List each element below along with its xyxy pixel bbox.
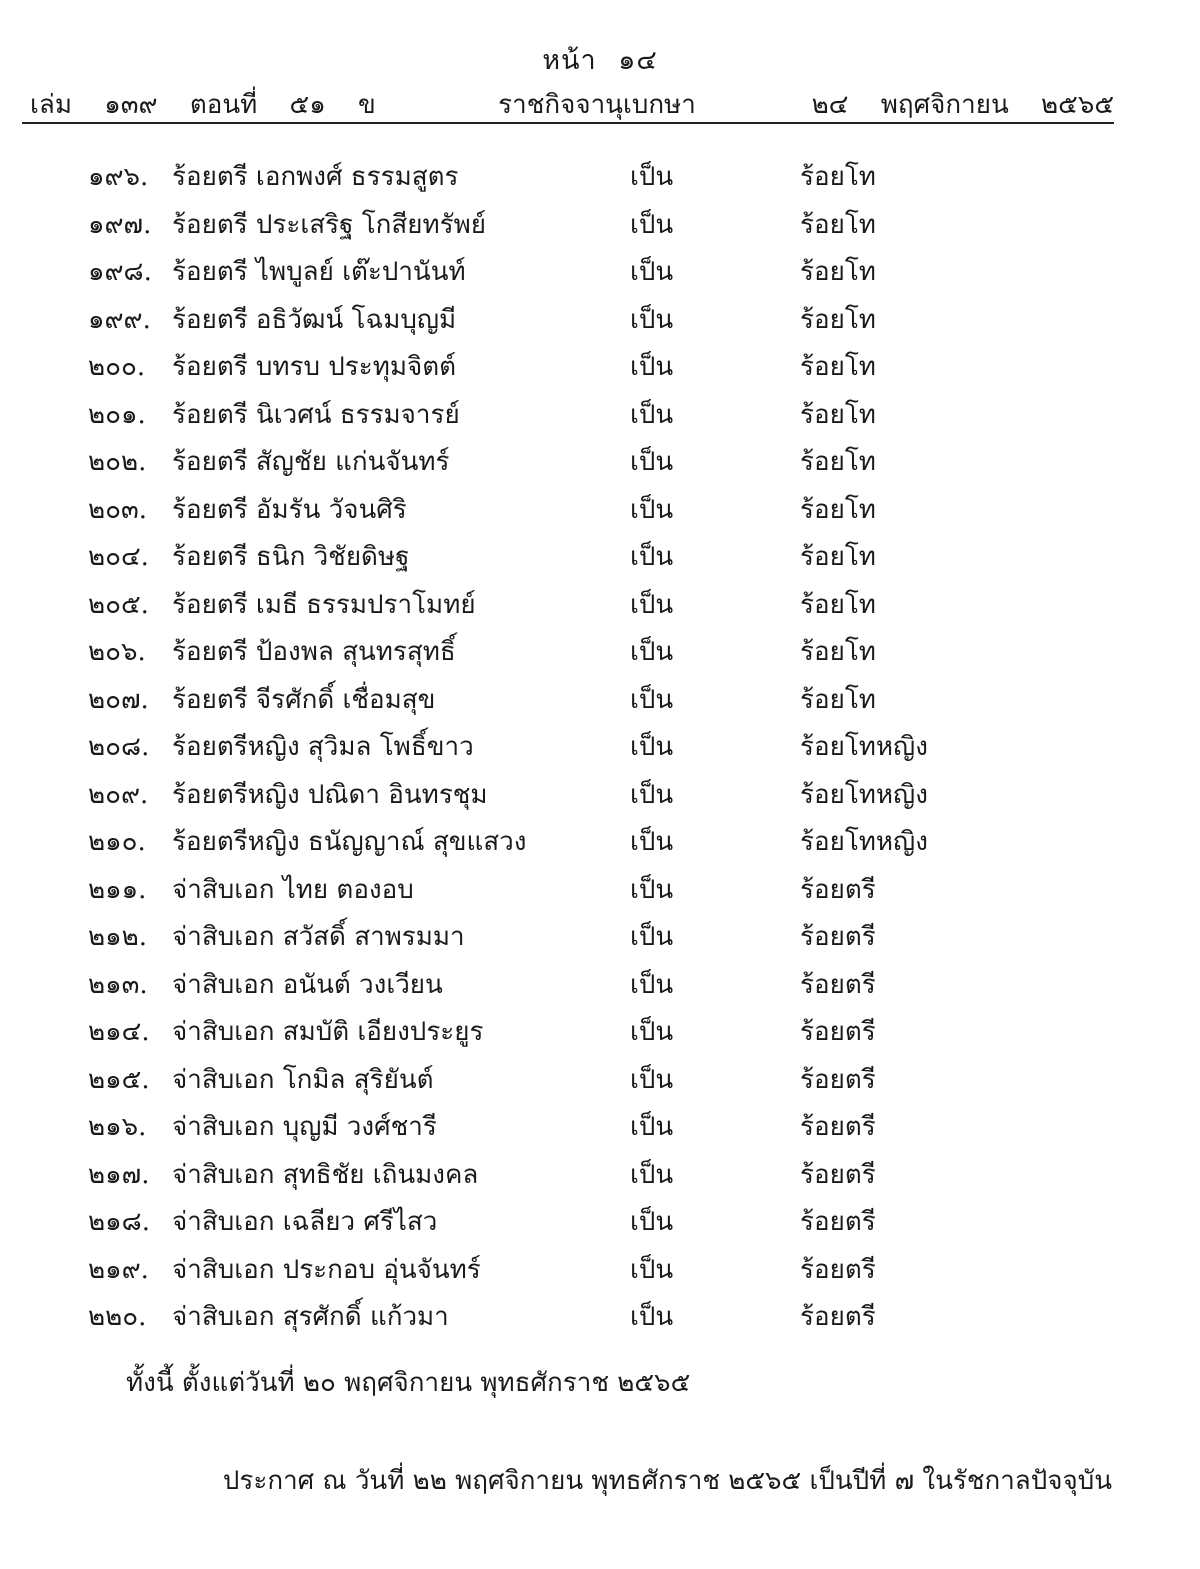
entry-new-rank: ร้อยตรี: [800, 1207, 876, 1237]
entry-verb: เป็น: [630, 1254, 674, 1285]
entry-new-rank: ร้อยโท: [800, 494, 876, 525]
entry-number: ๒๑๑.: [88, 874, 147, 905]
entry-verb: เป็น: [630, 1159, 674, 1190]
entry-number: ๑๙๖.: [88, 162, 149, 192]
list-item: [0, 1106, 1200, 1154]
entry-new-rank: ร้อยโท: [800, 352, 876, 382]
list-item: [0, 679, 1200, 727]
page-label: หน้า: [542, 45, 597, 76]
entry-verb: เป็น: [630, 1112, 674, 1142]
date-month: พฤศจิกายน: [880, 90, 1009, 120]
section-label: ตอนที่: [189, 90, 258, 120]
entry-verb: เป็น: [630, 969, 674, 1000]
publication-date: [788, 84, 1114, 125]
entry-name: จ่าสิบเอก ประกอบ อุ่นจันทร์: [172, 1254, 481, 1285]
entry-name: ร้อยตรี บทรบ ประทุมจิตต์: [172, 352, 457, 382]
entry-new-rank: ร้อยตรี: [800, 1017, 876, 1047]
entry-name: ร้อยตรี อัมรัน วัจนศิริ: [172, 494, 407, 525]
entry-verb: เป็น: [630, 637, 674, 667]
list-item: [0, 489, 1200, 537]
entry-new-rank: ร้อยตรี: [800, 1064, 876, 1095]
entry-verb: เป็น: [630, 304, 674, 335]
entry-new-rank: ร้อยตรี: [800, 1302, 876, 1332]
entry-number: ๒๑๐.: [88, 827, 146, 857]
entry-name: ร้อยตรี เอกพงศ์ ธรรมสูตร: [172, 162, 459, 192]
entry-new-rank: ร้อยโท: [800, 447, 876, 477]
entry-number: ๒๐๑.: [88, 399, 146, 430]
entry-verb: เป็น: [630, 1302, 674, 1332]
entry-name: จ่าสิบเอก โกมิล สุริยันต์: [172, 1064, 434, 1095]
entry-name: ร้อยตรี เมธี ธรรมปราโมทย์: [172, 589, 476, 620]
volume-number: ๑๓๙: [104, 90, 158, 120]
list-item: [0, 1154, 1200, 1202]
entry-verb: เป็น: [630, 542, 674, 572]
list-item: [0, 821, 1200, 869]
entry-verb: เป็น: [630, 1017, 674, 1047]
list-item: [0, 1249, 1200, 1297]
entry-name: ร้อยตรี สัญชัย แก่นจันทร์: [172, 447, 450, 477]
effective-date: ทั้งนี้ ตั้งแต่วันที่ ๒๐ พฤศจิกายน พุทธศักราช ๒๕๖๕: [126, 1368, 691, 1398]
entry-number: ๒๐๕.: [88, 589, 149, 620]
list-item: [0, 1296, 1200, 1344]
entry-verb: เป็น: [630, 162, 674, 192]
entry-verb: เป็น: [630, 209, 674, 240]
entry-name: ร้อยตรีหญิง ปณิดา อินทรชุม: [172, 779, 488, 810]
entry-new-rank: ร้อยตรี: [800, 1254, 876, 1285]
entry-name: ร้อยตรี จีรศักดิ์ เชื่อมสุข: [172, 684, 436, 715]
entry-new-rank: ร้อยตรี: [800, 969, 876, 1000]
entry-verb: เป็น: [630, 922, 674, 952]
entry-verb: เป็น: [630, 257, 674, 287]
entry-verb: เป็น: [630, 399, 674, 430]
list-item: [0, 394, 1200, 442]
list-item: [0, 251, 1200, 299]
list-item: [0, 726, 1200, 774]
list-item: [0, 1011, 1200, 1059]
entry-new-rank: ร้อยตรี: [800, 1159, 876, 1190]
publication-title: ราชกิจจานุเบกษา: [498, 90, 696, 120]
entry-verb: เป็น: [630, 874, 674, 905]
entry-new-rank: ร้อยโท: [800, 257, 876, 287]
list-item: [0, 299, 1200, 347]
section-type: ข: [357, 90, 376, 120]
entry-number: ๒๐๐.: [88, 352, 146, 382]
entry-number: ๒๐๘.: [88, 732, 150, 762]
entry-name: จ่าสิบเอก สุทธิชัย เถินมงคล: [172, 1159, 479, 1190]
entry-name: จ่าสิบเอก เฉลียว ศรีไสว: [172, 1207, 438, 1237]
gazette-header: [22, 84, 1114, 118]
date-year: ๒๕๖๕: [1041, 90, 1114, 120]
list-item: [0, 441, 1200, 489]
entry-new-rank: ร้อยโท: [800, 162, 876, 192]
entry-name: จ่าสิบเอก บุญมี วงศ์ชารี: [172, 1112, 437, 1142]
entry-number: ๒๑๙.: [88, 1254, 149, 1285]
entry-number: ๒๑๓.: [88, 969, 148, 1000]
entry-verb: เป็น: [630, 684, 674, 715]
entry-number: ๒๑๕.: [88, 1064, 150, 1095]
list-item: [0, 964, 1200, 1012]
section-number: ๕๑: [289, 90, 326, 120]
page-number-value: ๑๔: [618, 45, 658, 76]
entry-new-rank: ร้อยโทหญิง: [800, 779, 928, 810]
entry-new-rank: ร้อยโท: [800, 209, 876, 240]
header-divider: [22, 122, 1114, 124]
entry-verb: เป็น: [630, 732, 674, 762]
promotion-list: [0, 156, 1200, 1344]
entry-number: ๒๑๒.: [88, 922, 148, 952]
volume-info: [30, 84, 400, 125]
entry-number: ๑๙๗.: [88, 209, 152, 240]
entry-verb: เป็น: [630, 589, 674, 620]
entry-verb: เป็น: [630, 494, 674, 525]
entry-new-rank: ร้อยตรี: [800, 1112, 876, 1142]
entry-name: ร้อยตรี ประเสริฐ โกสียทรัพย์: [172, 209, 486, 240]
entry-name: ร้อยตรี ธนิก วิชัยดิษฐ: [172, 542, 410, 572]
entry-new-rank: ร้อยโท: [800, 589, 876, 620]
list-item: [0, 204, 1200, 252]
entry-number: ๒๑๖.: [88, 1112, 147, 1142]
list-item: [0, 1201, 1200, 1249]
entry-number: ๒๐๖.: [88, 637, 146, 667]
entry-name: จ่าสิบเอก ไทย ตองอบ: [172, 874, 414, 905]
entry-name: จ่าสิบเอก สวัสดิ์ สาพรมมา: [172, 922, 465, 952]
entry-verb: เป็น: [630, 1207, 674, 1237]
entry-number: ๒๑๗.: [88, 1159, 150, 1190]
entry-verb: เป็น: [630, 779, 674, 810]
page-number: [0, 38, 1200, 81]
entry-number: ๒๐๗.: [88, 684, 149, 715]
entry-name: ร้อยตรีหญิง สุวิมล โพธิ์ขาว: [172, 732, 474, 762]
entry-new-rank: ร้อยตรี: [800, 922, 876, 952]
list-item: [0, 584, 1200, 632]
entry-new-rank: ร้อยโทหญิง: [800, 827, 928, 857]
list-item: [0, 869, 1200, 917]
entry-name: ร้อยตรี ป้องพล สุนทรสุทธิ์: [172, 637, 456, 667]
entry-number: ๒๑๘.: [88, 1207, 150, 1237]
entry-verb: เป็น: [630, 352, 674, 382]
list-item: [0, 536, 1200, 584]
entry-number: ๒๑๔.: [88, 1017, 150, 1047]
entry-new-rank: ร้อยโท: [800, 684, 876, 715]
entry-name: ร้อยตรีหญิง ธนัญญาณ์ สุขแสวง: [172, 827, 527, 857]
announcement-line: ประกาศ ณ วันที่ ๒๒ พฤศจิกายน พุทธศักราช ๒๕๖๕ เป็นปีที่ ๗ ในรัชกาลปัจจุบัน: [222, 1466, 1112, 1496]
entry-name: จ่าสิบเอก สุรศักดิ์ แก้วมา: [172, 1302, 449, 1332]
entry-number: ๒๐๔.: [88, 542, 149, 572]
list-item: [0, 156, 1200, 204]
entry-verb: เป็น: [630, 1064, 674, 1095]
list-item: [0, 1059, 1200, 1107]
volume-label: เล่ม: [30, 90, 72, 120]
entry-new-rank: ร้อยโท: [800, 542, 876, 572]
entry-number: ๒๐๙.: [88, 779, 149, 810]
entry-number: ๒๐๒.: [88, 447, 147, 477]
entry-name: จ่าสิบเอก สมบัติ เอียงประยูร: [172, 1017, 484, 1047]
entry-verb: เป็น: [630, 827, 674, 857]
entry-new-rank: ร้อยโท: [800, 399, 876, 430]
entry-number: ๑๙๘.: [88, 257, 152, 287]
entry-number: ๒๒๐.: [88, 1302, 147, 1332]
entry-name: ร้อยตรี นิเวศน์ ธรรมจารย์: [172, 399, 460, 430]
entry-number: ๑๙๙.: [88, 304, 151, 335]
entry-verb: เป็น: [630, 447, 674, 477]
entry-name: จ่าสิบเอก อนันต์ วงเวียน: [172, 969, 443, 1000]
entry-new-rank: ร้อยโท: [800, 637, 876, 667]
list-item: [0, 631, 1200, 679]
entry-new-rank: ร้อยตรี: [800, 874, 876, 905]
entry-new-rank: ร้อยโท: [800, 304, 876, 335]
list-item: [0, 916, 1200, 964]
entry-name: ร้อยตรี ไพบูลย์ เต๊ะปานันท์: [172, 257, 466, 287]
entry-new-rank: ร้อยโทหญิง: [800, 732, 928, 762]
entry-name: ร้อยตรี อธิวัฒน์ โฉมบุญมี: [172, 304, 457, 335]
date-day: ๒๔: [811, 90, 849, 120]
list-item: [0, 346, 1200, 394]
entry-number: ๒๐๓.: [88, 494, 148, 525]
list-item: [0, 774, 1200, 822]
